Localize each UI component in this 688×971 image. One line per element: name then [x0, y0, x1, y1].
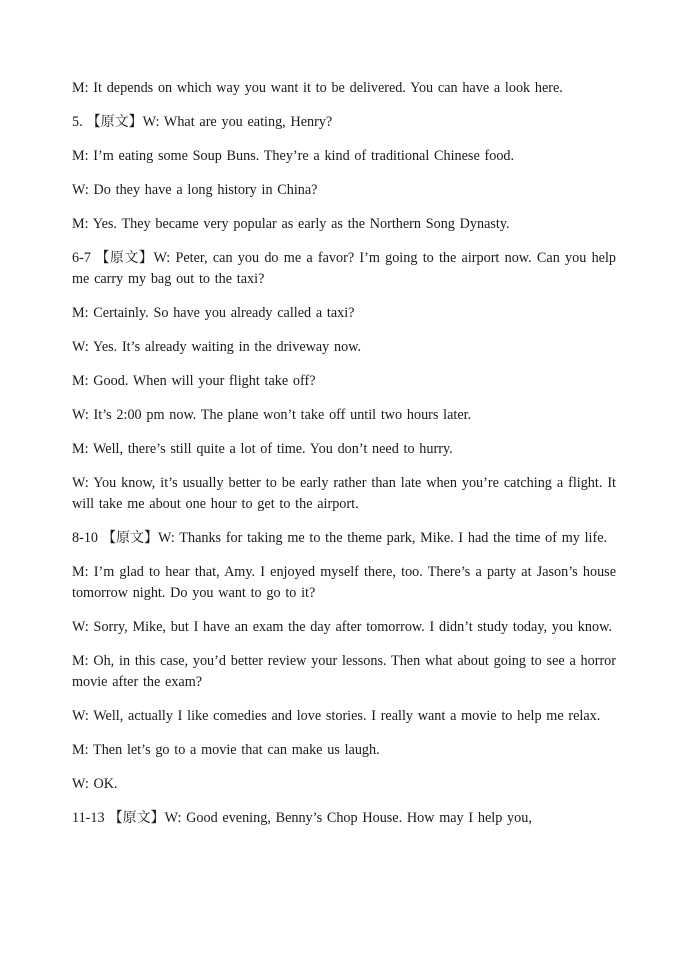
question-header: 8-10 【原文】W: Thanks for taking me to the theme park, Mike. I had the time of my life. — [72, 530, 608, 546]
dialogue-line: W: OK. — [72, 776, 118, 792]
dialogue-line: W: Well, actually I like comedies and love stories. I really want a movie to help me relax. — [72, 708, 601, 724]
source-tag: 【原文】 — [94, 250, 154, 266]
dialogue-line: W: It’s 2:00 pm now. The plane won’t take off until two hours later. — [72, 407, 472, 423]
dialogue-line: W: Do they have a long history in China? — [72, 182, 318, 198]
source-tag: 【原文】 — [86, 114, 143, 130]
document-page — [72, 78, 616, 842]
dialogue-line: W: Yes. It’s already waiting in the driveway now. — [72, 339, 362, 355]
question-header: 6-7 【原文】W: Peter, can you do me a favor? I’m going to the airport now. Can you help me carry my bag out to the taxi? — [72, 250, 616, 287]
dialogue-line: M: Well, there’s still quite a lot of time. You don’t need to hurry. — [72, 441, 453, 457]
source-tag: 【原文】 — [108, 810, 165, 826]
dialogue-line: M: Yes. They became very popular as early as the Northern Song Dynasty. — [72, 216, 510, 232]
source-tag: 【原文】 — [102, 530, 159, 546]
dialogue-line: M: Good. When will your flight take off? — [72, 373, 316, 389]
dialogue-line: M: Oh, in this case, you’d better review your lessons. Then what about going to see a horror movie after the exam? — [72, 653, 616, 690]
question-header: 11-13 【原文】W: Good evening, Benny’s Chop House. How may I help you, — [72, 810, 532, 826]
dialogue-line: M: I’m eating some Soup Buns. They’re a kind of traditional Chinese food. — [72, 148, 515, 164]
dialogue-line: M: I’m glad to hear that, Amy. I enjoyed myself there, too. There’s a party at Jason’s house tomorrow night. Do you want to go to it? — [72, 564, 616, 601]
dialogue-line: M: Certainly. So have you already called a taxi? — [72, 305, 355, 321]
dialogue-line: W: Sorry, Mike, but I have an exam the day after tomorrow. I didn’t study today, you know. — [72, 619, 612, 635]
dialogue-line: M: It depends on which way you want it to be delivered. You can have a look here. — [72, 80, 563, 96]
dialogue-line: M: Then let’s go to a movie that can make us laugh. — [72, 742, 380, 758]
question-header: 5. 【原文】W: What are you eating, Henry? — [72, 114, 333, 130]
dialogue-line: W: You know, it’s usually better to be early rather than late when you’re catching a flight. It will take me about one hour to get to the airport. — [72, 475, 616, 512]
